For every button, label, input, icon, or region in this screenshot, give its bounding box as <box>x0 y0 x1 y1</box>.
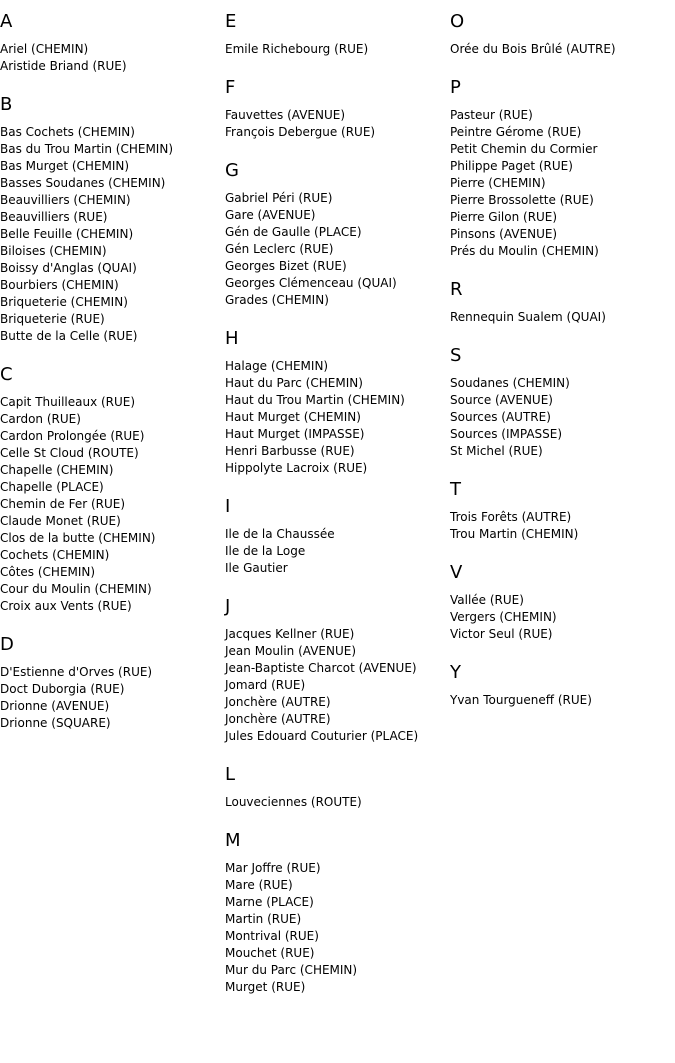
letter-group <box>450 562 672 643</box>
street-item[interactable]: Sources (AUTRE) <box>450 410 551 424</box>
letter-group <box>450 479 672 543</box>
street-item[interactable]: Halage (CHEMIN) <box>225 359 329 373</box>
street-item[interactable]: Mur du Parc (CHEMIN) <box>225 963 358 977</box>
street-item[interactable]: Prés du Moulin (CHEMIN) <box>450 244 599 258</box>
letter-group <box>225 328 447 477</box>
street-item[interactable]: Clos de la butte (CHEMIN) <box>0 531 156 545</box>
street-item[interactable]: Vergers (CHEMIN) <box>450 610 557 624</box>
street-item[interactable]: Côtes (CHEMIN) <box>0 565 96 579</box>
street-item[interactable]: Vallée (RUE) <box>450 593 524 607</box>
street-item[interactable]: Bas Murget (CHEMIN) <box>0 159 130 173</box>
street-item[interactable]: Briqueterie (RUE) <box>0 312 105 326</box>
street-item[interactable]: Belle Feuille (CHEMIN) <box>0 227 134 241</box>
index-column-1 <box>0 11 222 751</box>
letter-group <box>225 160 447 309</box>
street-item[interactable]: Rennequin Sualem (QUAI) <box>450 310 606 324</box>
street-item[interactable]: Jomard (RUE) <box>225 678 306 692</box>
street-list <box>0 664 222 732</box>
street-item[interactable]: Chemin de Fer (RUE) <box>0 497 126 511</box>
street-item[interactable]: Bourbiers (CHEMIN) <box>0 278 119 292</box>
letter-heading: M <box>225 830 241 851</box>
street-list <box>225 526 447 577</box>
street-item[interactable]: Haut Murget (IMPASSE) <box>225 427 365 441</box>
letter-group <box>0 634 222 732</box>
letter-heading: V <box>450 562 463 583</box>
street-item[interactable]: Chapelle (CHEMIN) <box>0 463 114 477</box>
letter-heading: J <box>225 596 231 617</box>
street-item[interactable]: Gén Leclerc (RUE) <box>225 242 334 256</box>
letter-group <box>0 94 222 345</box>
street-item[interactable]: Fauvettes (AVENUE) <box>225 108 346 122</box>
street-item[interactable]: Claude Monet (RUE) <box>0 514 121 528</box>
street-item[interactable]: Mouchet (RUE) <box>225 946 315 960</box>
street-item[interactable]: St Michel (RUE) <box>450 444 543 458</box>
letter-heading: F <box>225 77 236 98</box>
street-item[interactable]: Cardon Prolongée (RUE) <box>0 429 145 443</box>
letter-heading: L <box>225 764 236 785</box>
street-item[interactable]: Pierre Brossolette (RUE) <box>450 193 594 207</box>
street-item[interactable]: Grades (CHEMIN) <box>225 293 329 307</box>
street-list <box>450 309 672 326</box>
letter-heading: B <box>0 94 13 115</box>
letter-group <box>450 279 672 326</box>
street-item[interactable]: Capit Thuilleaux (RUE) <box>0 395 136 409</box>
letter-heading: T <box>450 479 461 500</box>
street-item[interactable]: Drionne (SQUARE) <box>0 716 111 730</box>
street-item[interactable]: Soudanes (CHEMIN) <box>450 376 570 390</box>
street-list <box>225 358 447 477</box>
street-item[interactable]: Peintre Gérome (RUE) <box>450 125 582 139</box>
street-item[interactable]: Drionne (AVENUE) <box>0 699 110 713</box>
street-list <box>450 41 672 58</box>
street-item[interactable]: Montrival (RUE) <box>225 929 319 943</box>
street-item[interactable]: Pierre (CHEMIN) <box>450 176 546 190</box>
street-list <box>450 107 672 260</box>
street-item[interactable]: François Debergue (RUE) <box>225 125 376 139</box>
letter-group <box>450 11 672 58</box>
street-item[interactable]: Orée du Bois Brûlé (AUTRE) <box>450 42 616 56</box>
street-item[interactable]: Pierre Gilon (RUE) <box>450 210 558 224</box>
street-list <box>225 794 447 811</box>
street-item[interactable]: Bas du Trou Martin (CHEMIN) <box>0 142 174 156</box>
street-list <box>225 860 447 996</box>
index-column-2 <box>225 11 447 1015</box>
street-list <box>450 375 672 460</box>
letter-heading: C <box>0 364 13 385</box>
street-item[interactable]: Aristide Briand (RUE) <box>0 59 127 73</box>
street-item[interactable]: Ariel (CHEMIN) <box>0 42 89 56</box>
letter-group <box>450 77 672 260</box>
letter-heading: Y <box>450 662 461 683</box>
street-item[interactable]: Yvan Tourgueneff (RUE) <box>450 693 592 707</box>
letter-group <box>0 11 222 75</box>
letter-heading: I <box>225 496 231 517</box>
letter-group <box>225 11 447 58</box>
street-item[interactable]: Briqueterie (CHEMIN) <box>0 295 128 309</box>
street-item[interactable]: Pasteur (RUE) <box>450 108 533 122</box>
street-item[interactable]: Marne (PLACE) <box>225 895 314 909</box>
street-item[interactable]: Haut du Parc (CHEMIN) <box>225 376 363 390</box>
street-item[interactable]: Gare (AVENUE) <box>225 208 316 222</box>
street-item[interactable]: Petit Chemin du Cormier <box>450 142 598 156</box>
letter-group <box>450 345 672 460</box>
street-item[interactable]: Cour du Moulin (CHEMIN) <box>0 582 152 596</box>
street-item[interactable]: Jules Edouard Couturier (PLACE) <box>225 729 419 743</box>
street-item[interactable]: Pinsons (AVENUE) <box>450 227 558 241</box>
street-item[interactable]: Boissy d'Anglas (QUAI) <box>0 261 137 275</box>
street-list <box>0 124 222 345</box>
street-item[interactable]: Georges Bizet (RUE) <box>225 259 347 273</box>
street-item[interactable]: Henri Barbusse (RUE) <box>225 444 355 458</box>
letter-group <box>225 77 447 141</box>
letter-group <box>225 496 447 577</box>
street-item[interactable]: Cardon (RUE) <box>0 412 81 426</box>
street-item[interactable]: Trou Martin (CHEMIN) <box>450 527 579 541</box>
street-item[interactable]: Emile Richebourg (RUE) <box>225 42 369 56</box>
street-item[interactable]: Mare (RUE) <box>225 878 293 892</box>
street-list <box>450 509 672 543</box>
letter-heading: H <box>225 328 239 349</box>
letter-heading: G <box>225 160 239 181</box>
street-item[interactable]: Jean Moulin (AVENUE) <box>225 644 357 658</box>
letter-group <box>225 596 447 745</box>
street-list <box>450 692 672 709</box>
letter-group <box>450 662 672 709</box>
street-item[interactable]: Chapelle (PLACE) <box>0 480 104 494</box>
street-item[interactable]: Victor Seul (RUE) <box>450 627 553 641</box>
letter-heading: P <box>450 77 461 98</box>
street-item[interactable]: Mar Joffre (RUE) <box>225 861 321 875</box>
street-item[interactable]: Philippe Paget (RUE) <box>450 159 573 173</box>
street-item[interactable]: Beauvilliers (RUE) <box>0 210 108 224</box>
street-item[interactable]: Trois Forêts (AUTRE) <box>450 510 572 524</box>
street-list <box>225 41 447 58</box>
letter-heading: A <box>0 11 13 32</box>
street-item[interactable]: Jonchère (AUTRE) <box>225 712 331 726</box>
street-item[interactable]: Louveciennes (ROUTE) <box>225 795 362 809</box>
street-item[interactable]: Haut Murget (CHEMIN) <box>225 410 361 424</box>
street-item[interactable]: Croix aux Vents (RUE) <box>0 599 132 613</box>
street-item[interactable]: Doct Duborgia (RUE) <box>0 682 125 696</box>
letter-group <box>0 364 222 615</box>
street-list <box>0 41 222 75</box>
street-list <box>450 592 672 643</box>
street-list <box>225 107 447 141</box>
street-item[interactable]: Basses Soudanes (CHEMIN) <box>0 176 166 190</box>
street-item[interactable]: Source (AVENUE) <box>450 393 553 407</box>
street-item[interactable]: Gabriel Péri (RUE) <box>225 191 333 205</box>
street-item[interactable]: D'Estienne d'Orves (RUE) <box>0 665 153 679</box>
street-item[interactable]: Murget (RUE) <box>225 980 306 994</box>
street-item[interactable]: Biloises (CHEMIN) <box>0 244 107 258</box>
street-item[interactable]: Haut du Trou Martin (CHEMIN) <box>225 393 405 407</box>
street-list <box>225 626 447 745</box>
street-item[interactable]: Bas Cochets (CHEMIN) <box>0 125 135 139</box>
letter-heading: O <box>450 11 465 32</box>
street-item[interactable]: Martin (RUE) <box>225 912 302 926</box>
index-column-3 <box>450 11 672 728</box>
street-item[interactable]: Beauvilliers (CHEMIN) <box>0 193 131 207</box>
letter-heading: D <box>0 634 14 655</box>
street-item[interactable]: Ile de la Chaussée <box>225 527 335 541</box>
letter-heading: S <box>450 345 462 366</box>
street-item[interactable]: Gén de Gaulle (PLACE) <box>225 225 362 239</box>
street-item[interactable]: Jean-Baptiste Charcot (AVENUE) <box>225 661 417 675</box>
street-item[interactable]: Georges Clémenceau (QUAI) <box>225 276 397 290</box>
street-item[interactable]: Celle St Cloud (ROUTE) <box>0 446 139 460</box>
letter-heading: E <box>225 11 237 32</box>
street-item[interactable]: Ile de la Loge <box>225 544 306 558</box>
letter-group <box>225 764 447 811</box>
letter-heading: R <box>450 279 463 300</box>
street-item[interactable]: Jacques Kellner (RUE) <box>225 627 355 641</box>
street-item[interactable]: Cochets (CHEMIN) <box>0 548 110 562</box>
street-item[interactable]: Butte de la Celle (RUE) <box>0 329 138 343</box>
street-item[interactable]: Jonchère (AUTRE) <box>225 695 331 709</box>
letter-group <box>225 830 447 996</box>
street-item[interactable]: Hippolyte Lacroix (RUE) <box>225 461 368 475</box>
street-item[interactable]: Ile Gautier <box>225 561 288 575</box>
street-item[interactable]: Sources (IMPASSE) <box>450 427 563 441</box>
street-list <box>0 394 222 615</box>
street-list <box>225 190 447 309</box>
